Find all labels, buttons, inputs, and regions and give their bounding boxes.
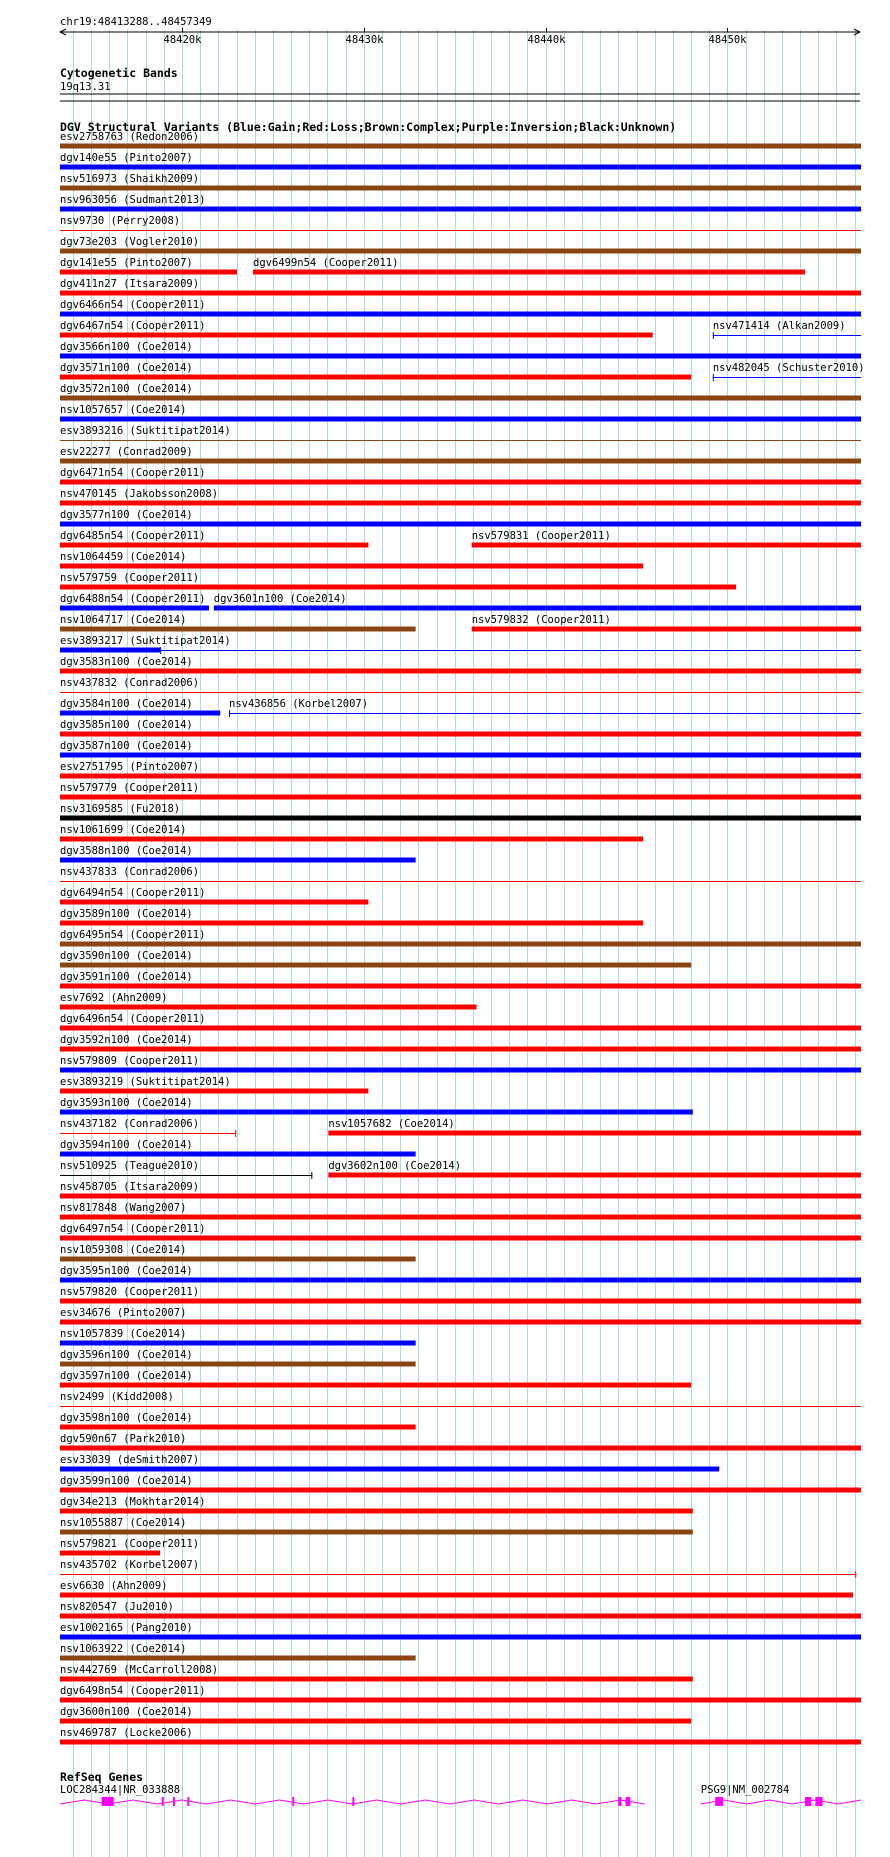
variant-label: esv2751795 (Pinto2007) — [60, 761, 200, 773]
coordinate-ruler[interactable] — [60, 16, 860, 46]
variant-bar[interactable] — [60, 648, 160, 653]
gene-exon[interactable] — [626, 1797, 631, 1806]
variant-label: nsv516973 (Shaikh2009) — [60, 173, 200, 185]
variant-label: nsv437832 (Conrad2006) — [60, 677, 200, 689]
variant-bar[interactable] — [60, 333, 653, 338]
variant-bar[interactable] — [60, 1656, 416, 1661]
variant-label: dgv3589n100 (Coe2014) — [60, 908, 193, 920]
variant-label: dgv3601n100 (Coe2014) — [213, 593, 347, 605]
variant-label: dgv3600n100 (Coe2014) — [60, 1706, 193, 1718]
variant-label: nsv437182 (Conrad2006) — [60, 1118, 200, 1130]
variant-bar[interactable] — [60, 1509, 693, 1514]
variant-label: dgv3571n100 (Coe2014) — [60, 362, 193, 374]
variant-bar[interactable] — [60, 585, 736, 590]
variant-label: dgv411n27 (Itsara2009) — [60, 278, 200, 290]
variant-bar[interactable] — [472, 543, 861, 548]
variant-label: dgv3602n100 (Coe2014) — [328, 1160, 462, 1172]
variant-label: nsv1063922 (Coe2014) — [60, 1643, 187, 1655]
ruler-tick-label: 48420k — [163, 34, 202, 46]
variant-label: nsv1059308 (Coe2014) — [60, 1244, 187, 1256]
variant-label: dgv34e213 (Mokhtar2014) — [60, 1496, 206, 1508]
variant-bar[interactable] — [60, 354, 861, 359]
variant-bar[interactable] — [60, 984, 861, 989]
gene-exon[interactable] — [815, 1797, 822, 1806]
variant-bar[interactable] — [60, 1362, 416, 1367]
variant-label: nsv2499 (Kidd2008) — [60, 1391, 174, 1403]
variant-label: dgv590n67 (Park2010) — [60, 1433, 187, 1445]
variant-bar[interactable] — [60, 1425, 416, 1430]
variant-label: nsv471414 (Alkan2009) — [712, 320, 846, 332]
variant-label: dgv3583n100 (Coe2014) — [60, 656, 193, 668]
ruler-tick-label: 48430k — [345, 34, 384, 46]
variant-bar[interactable] — [60, 543, 368, 548]
variant-bar[interactable] — [60, 1110, 693, 1115]
variant-bar[interactable] — [60, 963, 691, 968]
variant-label: esv7692 (Ahn2009) — [60, 992, 168, 1004]
variant-label: nsv1055887 (Coe2014) — [60, 1517, 187, 1529]
variant-label: dgv6467n54 (Cooper2011) — [60, 320, 206, 332]
ruler-tick-label: 48440k — [527, 34, 566, 46]
variant-label: nsv1057657 (Coe2014) — [60, 404, 187, 416]
variant-bar[interactable] — [472, 627, 861, 632]
refseq-genes-track[interactable] — [60, 1770, 861, 1806]
variant-label: dgv3572n100 (Coe2014) — [60, 383, 193, 395]
gene-exon[interactable] — [715, 1797, 723, 1806]
variant-label: nsv579759 (Cooper2011) — [60, 572, 200, 584]
gene-exon[interactable] — [292, 1797, 294, 1806]
dgv-structural-variants-track[interactable] — [60, 120, 865, 1745]
variant-bar[interactable] — [60, 291, 861, 296]
gene-exon[interactable] — [187, 1797, 189, 1806]
variant-label: dgv3595n100 (Coe2014) — [60, 1265, 193, 1277]
cytogenetic-bands-track[interactable] — [60, 66, 860, 101]
variant-bar[interactable] — [60, 1677, 693, 1682]
variant-label: dgv6471n54 (Cooper2011) — [60, 467, 206, 479]
variant-label: nsv579831 (Cooper2011) — [471, 530, 611, 542]
variant-bar[interactable] — [60, 1488, 861, 1493]
variant-label: nsv442769 (McCarroll2008) — [60, 1664, 219, 1676]
variant-bar[interactable] — [60, 1698, 861, 1703]
variant-bar[interactable] — [60, 1614, 861, 1619]
variant-label: dgv141e55 (Pinto2007) — [60, 257, 193, 269]
variant-label: esv34676 (Pinto2007) — [60, 1307, 187, 1319]
variant-label: dgv3588n100 (Coe2014) — [60, 845, 193, 857]
variant-bar[interactable] — [60, 1719, 691, 1724]
cyto-band-label: 19q13.31 — [60, 81, 111, 93]
variant-bar[interactable] — [60, 417, 861, 422]
variant-bar[interactable] — [60, 1320, 861, 1325]
variant-label: dgv6494n54 (Cooper2011) — [60, 887, 206, 899]
variant-label: nsv1057682 (Coe2014) — [328, 1118, 455, 1130]
variant-label: dgv3599n100 (Coe2014) — [60, 1475, 193, 1487]
variant-label: nsv817848 (Wang2007) — [60, 1202, 187, 1214]
variant-label: nsv470145 (Jakobsson2008) — [60, 488, 219, 500]
variant-label: dgv6466n54 (Cooper2011) — [60, 299, 206, 311]
variant-label: dgv6496n54 (Cooper2011) — [60, 1013, 206, 1025]
gene-exon[interactable] — [618, 1797, 621, 1806]
variant-bar[interactable] — [328, 1131, 861, 1136]
variant-label: dgv73e203 (Vogler2010) — [60, 236, 200, 248]
variant-label: nsv1064459 (Coe2014) — [60, 551, 187, 563]
variant-label: nsv820547 (Ju2010) — [60, 1601, 174, 1613]
ruler-tick-label: 48450k — [708, 34, 747, 46]
variant-bar[interactable] — [60, 1551, 160, 1556]
variant-label: dgv3592n100 (Coe2014) — [60, 1034, 193, 1046]
variant-bar[interactable] — [60, 375, 691, 380]
variant-label: dgv6499n54 (Cooper2011) — [253, 257, 399, 269]
variant-label: dgv6488n54 (Cooper2011) — [60, 593, 206, 605]
variant-bar[interactable] — [60, 1299, 861, 1304]
variant-bar[interactable] — [60, 921, 643, 926]
variant-label: dgv3597n100 (Coe2014) — [60, 1370, 193, 1382]
variant-label: nsv579821 (Cooper2011) — [60, 1538, 200, 1550]
gene-exon[interactable] — [805, 1797, 811, 1806]
variant-label: nsv458705 (Itsara2009) — [60, 1181, 200, 1193]
variant-label: nsv1057839 (Coe2014) — [60, 1328, 187, 1340]
variant-bar[interactable] — [60, 1467, 719, 1472]
variant-label: esv2758763 (Redon2006) — [60, 131, 200, 143]
variant-bar[interactable] — [60, 522, 861, 527]
gene-exon[interactable] — [173, 1797, 175, 1806]
variant-label: nsv3169585 (Fu2018) — [60, 803, 181, 815]
variant-bar[interactable] — [328, 1173, 861, 1178]
variant-label: nsv579779 (Cooper2011) — [60, 782, 200, 794]
variant-label: dgv3584n100 (Coe2014) — [60, 698, 193, 710]
variant-label: nsv482045 (Schuster2010) — [712, 362, 865, 374]
variant-bar[interactable] — [60, 1341, 416, 1346]
region-label: chr19:48413288..48457349 — [60, 16, 212, 28]
variant-label: nsv469787 (Locke2006) — [60, 1727, 193, 1739]
variant-label: nsv1064717 (Coe2014) — [60, 614, 187, 626]
variant-bar[interactable] — [60, 1740, 861, 1745]
variant-label: nsv579809 (Cooper2011) — [60, 1055, 200, 1067]
variant-label: dgv3585n100 (Coe2014) — [60, 719, 193, 731]
variant-label: nsv510925 (Teague2010) — [60, 1160, 200, 1172]
variant-bar[interactable] — [60, 711, 220, 716]
variant-bar[interactable] — [60, 1047, 861, 1052]
variant-label: dgv3596n100 (Coe2014) — [60, 1349, 193, 1361]
variant-bar[interactable] — [60, 732, 861, 737]
variant-bar[interactable] — [60, 144, 861, 149]
variant-bar[interactable] — [214, 606, 861, 611]
variant-label: esv3893219 (Suktitipat2014) — [60, 1076, 231, 1088]
cyto-track-title: Cytogenetic Bands — [60, 66, 178, 80]
variant-bar[interactable] — [60, 207, 861, 212]
variant-bar[interactable] — [60, 501, 861, 506]
variant-bar[interactable] — [60, 165, 861, 170]
variant-bar[interactable] — [60, 1026, 861, 1031]
variant-label: esv1002165 (Pang2010) — [60, 1622, 193, 1634]
variant-label: esv3893216 (Suktitipat2014) — [60, 425, 231, 437]
gene-exon[interactable] — [102, 1797, 114, 1806]
variant-label: nsv579820 (Cooper2011) — [60, 1286, 200, 1298]
variant-label: nsv435702 (Korbel2007) — [60, 1559, 200, 1571]
variant-bar[interactable] — [60, 1593, 853, 1598]
variant-bar[interactable] — [60, 1068, 861, 1073]
variant-label: esv33039 (deSmith2007) — [60, 1454, 200, 1466]
variant-bar[interactable] — [60, 1194, 861, 1199]
variant-label: esv3893217 (Suktitipat2014) — [60, 635, 231, 647]
variant-bar[interactable] — [60, 1278, 861, 1283]
variant-label: dgv6485n54 (Cooper2011) — [60, 530, 206, 542]
gene-exon[interactable] — [352, 1797, 354, 1806]
variant-label: dgv3594n100 (Coe2014) — [60, 1139, 193, 1151]
variant-bar[interactable] — [60, 795, 861, 800]
variant-label: dgv3566n100 (Coe2014) — [60, 341, 193, 353]
variant-bar[interactable] — [60, 669, 861, 674]
variant-bar[interactable] — [60, 1446, 861, 1451]
gene-label: LOC284344|NR_033888 — [60, 1784, 181, 1796]
variant-bar[interactable] — [60, 1236, 861, 1241]
variant-bar[interactable] — [60, 816, 861, 821]
variant-label: nsv9730 (Perry2008) — [60, 215, 181, 227]
variant-bar[interactable] — [60, 900, 368, 905]
variant-label: nsv1061699 (Coe2014) — [60, 824, 187, 836]
variant-label: dgv3577n100 (Coe2014) — [60, 509, 193, 521]
dgv-track-title: DGV Structural Variants (Blue:Gain;Red:Loss;Brown:Complex;Purple:Inversion;Black:Unknown) — [60, 120, 677, 134]
variant-bar[interactable] — [60, 249, 861, 254]
refseq-track-title: RefSeq Genes — [60, 1770, 144, 1784]
variant-label: dgv3590n100 (Coe2014) — [60, 950, 193, 962]
variant-label: dgv3587n100 (Coe2014) — [60, 740, 193, 752]
variant-bar[interactable] — [60, 942, 861, 947]
variant-bar[interactable] — [60, 774, 861, 779]
variant-bar[interactable] — [60, 186, 861, 191]
variant-label: dgv6498n54 (Cooper2011) — [60, 1685, 206, 1697]
gene-intron-line[interactable] — [60, 1800, 645, 1804]
variant-bar[interactable] — [60, 270, 237, 275]
variant-label: dgv3591n100 (Coe2014) — [60, 971, 193, 983]
variant-label: nsv963056 (Sudmant2013) — [60, 194, 206, 206]
variant-label: dgv6495n54 (Cooper2011) — [60, 929, 206, 941]
variant-label: nsv436856 (Korbel2007) — [229, 698, 369, 710]
variant-bar[interactable] — [60, 480, 861, 485]
variant-bar[interactable] — [60, 1152, 416, 1157]
variant-bar[interactable] — [60, 312, 861, 317]
variant-label: dgv140e55 (Pinto2007) — [60, 152, 193, 164]
variant-bar[interactable] — [60, 1005, 477, 1010]
variant-bar[interactable] — [253, 270, 805, 275]
gene-label: PSG9|NM_002784 — [700, 1784, 790, 1796]
variant-bar[interactable] — [60, 837, 643, 842]
variant-bar[interactable] — [60, 1635, 861, 1640]
variant-label: esv22277 (Conrad2009) — [60, 446, 193, 458]
variant-label: nsv437833 (Conrad2006) — [60, 866, 200, 878]
variant-bar[interactable] — [60, 1089, 368, 1094]
variant-bar[interactable] — [60, 1383, 691, 1388]
gene-exon[interactable] — [162, 1797, 164, 1806]
variant-bar[interactable] — [60, 1257, 416, 1262]
variant-label: dgv6497n54 (Cooper2011) — [60, 1223, 206, 1235]
variant-bar[interactable] — [60, 459, 861, 464]
refseq-gene-models — [60, 1784, 861, 1806]
dgv-variant-rows — [60, 131, 865, 1745]
variant-bar[interactable] — [60, 564, 643, 569]
variant-bar[interactable] — [60, 1215, 861, 1220]
variant-bar[interactable] — [60, 606, 209, 611]
variant-bar[interactable] — [60, 858, 416, 863]
variant-label: dgv3598n100 (Coe2014) — [60, 1412, 193, 1424]
variant-bar[interactable] — [60, 627, 416, 632]
variant-bar[interactable] — [60, 1530, 693, 1535]
variant-label: esv6630 (Ahn2009) — [60, 1580, 168, 1592]
variant-label: nsv579832 (Cooper2011) — [471, 614, 611, 626]
variant-bar[interactable] — [60, 396, 861, 401]
variant-label: dgv3593n100 (Coe2014) — [60, 1097, 193, 1109]
variant-bar[interactable] — [60, 753, 861, 758]
